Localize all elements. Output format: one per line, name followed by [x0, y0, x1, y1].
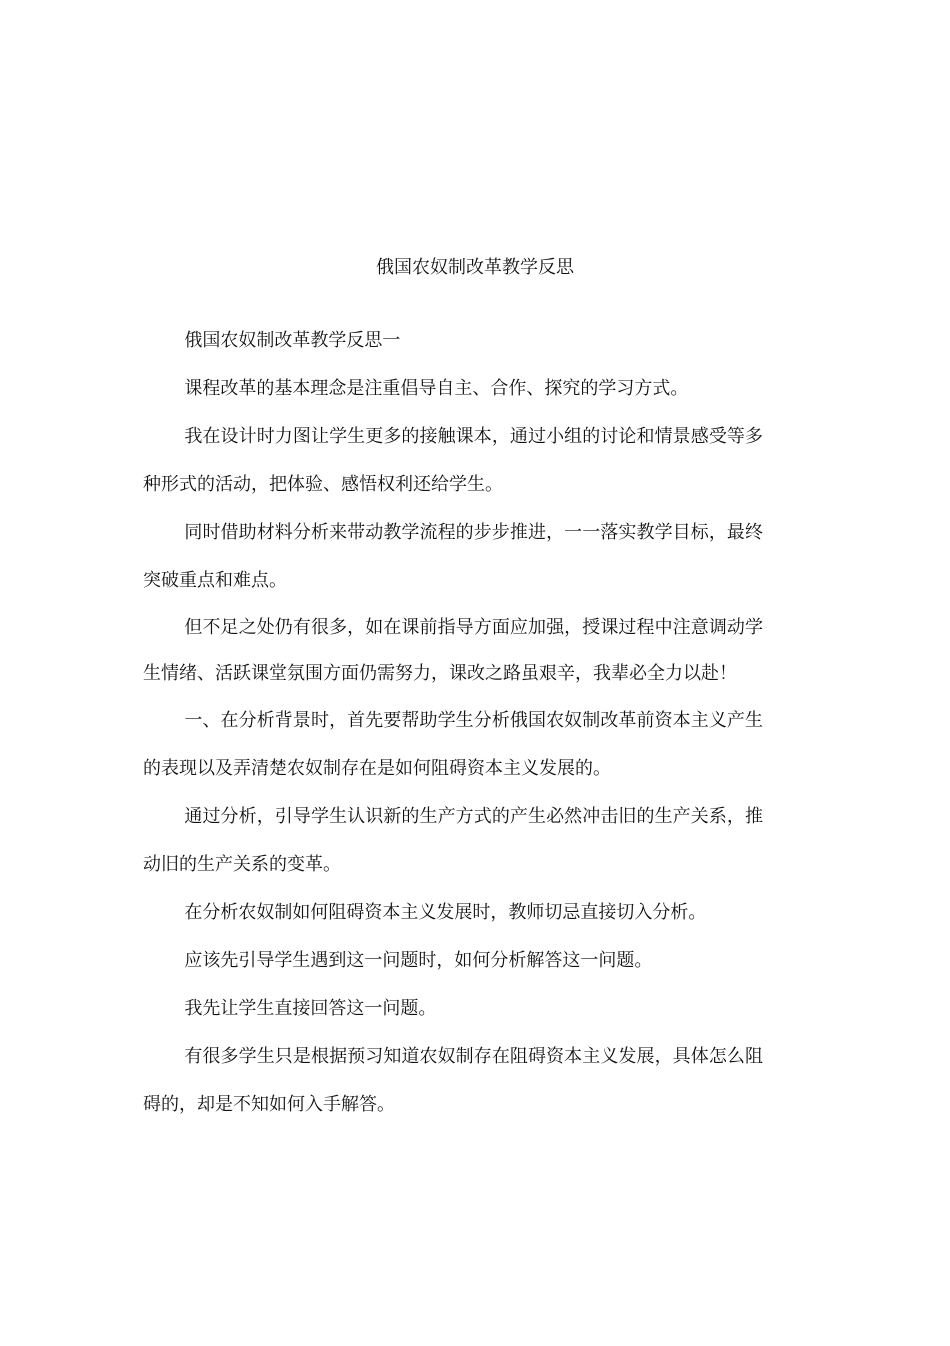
paragraph: 课程改革的基本理念是注重倡导自主、合作、探究的学习方式。	[184, 378, 689, 399]
paragraph: 我先让学生直接回答这一问题。	[184, 998, 437, 1019]
paragraph: 但不足之处仍有很多，如在课前指导方面应加强，授课过程中注意调动学生情绪、活跃课堂氛围方面仍需努力，课改之路虽艰辛，我辈必全力以赴！	[143, 617, 763, 684]
paragraph: 同时借助材料分析来带动教学流程的步步推进，一一落实教学目标，最终突破重点和难点。	[143, 522, 763, 591]
paragraph: 有很多学生只是根据预习知道农奴制存在阻碍资本主义发展，具体怎么阻碍的，却是不知如何入手解答。	[143, 1046, 763, 1115]
paragraph: 一、在分析背景时，首先要帮助学生分析俄国农奴制改革前资本主义产生的表现以及弄清楚农奴制存在是如何阻碍资本主义发展的。	[143, 710, 763, 779]
document-title: 俄国农奴制改革教学反思	[376, 257, 574, 278]
paragraph: 在分析农奴制如何阻碍资本主义发展时，教师切忌直接切入分析。	[184, 902, 707, 923]
paragraph: 我在设计时力图让学生更多的接触课本，通过小组的讨论和情景感受等多种形式的活动，把体验、感悟权利还给学生。	[143, 426, 763, 495]
document-body	[143, 317, 763, 1129]
paragraph: 通过分析，引导学生认识新的生产方式的产生必然冲击旧的生产关系，推动旧的生产关系的变革。	[143, 806, 763, 875]
paragraph: 应该先引导学生遇到这一问题时，如何分析解答这一问题。	[184, 950, 653, 971]
paragraph: 俄国农奴制改革教学反思一	[184, 330, 401, 351]
